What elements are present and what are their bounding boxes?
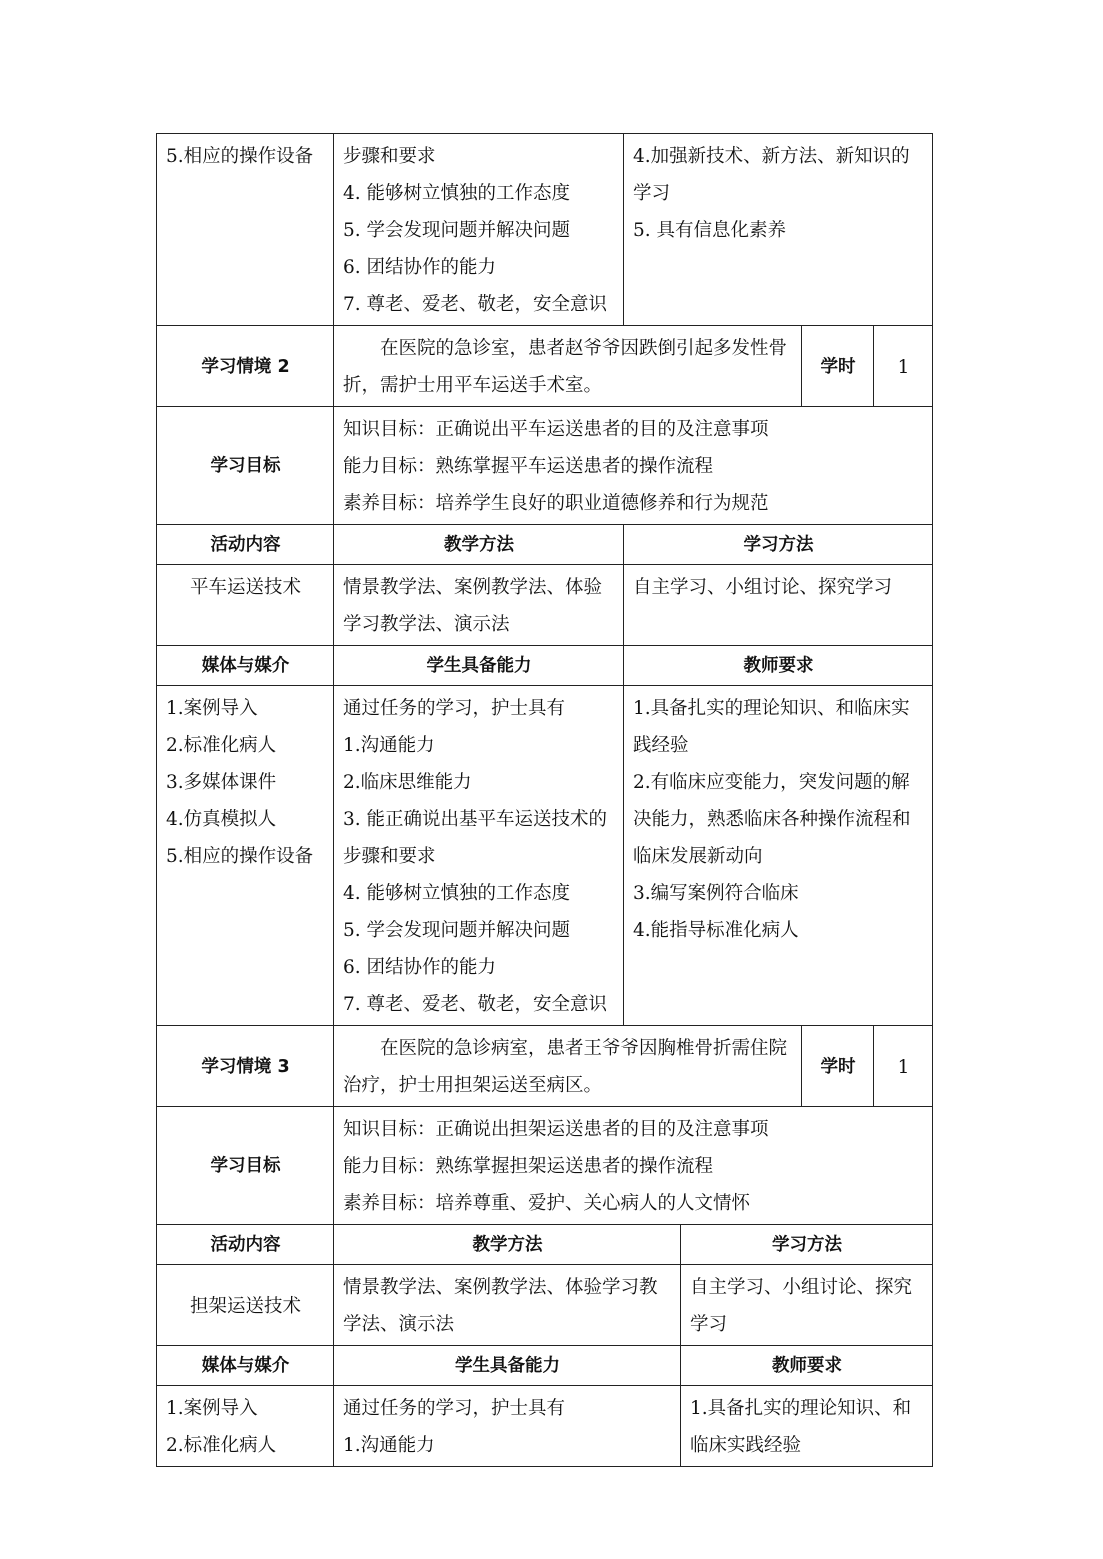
teacher-req-item: 1.具备扎实的理论知识、和临床实践经验: [690, 1398, 912, 1456]
methods-header-row: [157, 1225, 933, 1265]
col-teaching: 教学方法: [334, 525, 624, 565]
col-ability: 学生具备能力: [334, 1346, 681, 1386]
col-media: 媒体与媒介: [157, 1346, 334, 1386]
media-item: 3.多媒体课件: [166, 772, 277, 793]
ability-item: 通过任务的学习，护士具有: [343, 698, 566, 719]
objectives-cell: [334, 1107, 933, 1225]
col-teaching: 教学方法: [334, 1225, 681, 1265]
objective-item: 能力目标：熟练掌握平车运送患者的操作流程: [343, 456, 714, 477]
abilities-cell: [334, 686, 624, 1026]
ability-item: 6. 团结协作的能力: [343, 957, 497, 978]
objectives-label: 学习目标: [157, 407, 334, 525]
ability-item: 4. 能够树立慎独的工作态度: [343, 883, 571, 904]
scenario-text: 在医院的急诊病室，患者王爷爷因胸椎骨折需住院治疗，护士用担架运送至病区。: [334, 1026, 802, 1107]
ability-item: 5. 学会发现问题并解决问题: [343, 920, 571, 941]
methods-row: [157, 1265, 933, 1346]
objective-item: 知识目标：正确说出担架运送患者的目的及注意事项: [343, 1119, 769, 1140]
ability-item: 3. 能正确说出基平车运送技术的步骤和要求: [343, 809, 608, 867]
hours-value: 1: [874, 1026, 933, 1107]
teacher-req-item: 5. 具有信息化素养: [633, 220, 787, 241]
objectives-row: [157, 407, 933, 525]
continuation-row: [157, 134, 933, 326]
media-item: 5.相应的操作设备: [166, 846, 314, 867]
teaching-methods-cell: 情景教学法、案例教学法、体验学习教学法、演示法: [334, 565, 624, 646]
ability-item: 1.沟通能力: [343, 1435, 435, 1456]
col-learning: 学习方法: [681, 1225, 933, 1265]
ability-item: 2.临床思维能力: [343, 772, 472, 793]
scenario-row: [157, 1026, 933, 1107]
ability-item: 6. 团结协作的能力: [343, 257, 497, 278]
objectives-row: [157, 1107, 933, 1225]
ability-item: 1.沟通能力: [343, 735, 435, 756]
media-cell: [157, 1386, 334, 1467]
teaching-methods-cell: 情景教学法、案例教学法、体验学习教学法、演示法: [334, 1265, 681, 1346]
abilities-cell: [334, 134, 624, 326]
methods-header-row: [157, 525, 933, 565]
activity-cell: 平车运送技术: [157, 565, 334, 646]
col-activity: 活动内容: [157, 525, 334, 565]
media-item: 5.相应的操作设备: [166, 146, 314, 167]
scenario-label: 学习情境 2: [157, 326, 334, 407]
col-ability: 学生具备能力: [334, 646, 624, 686]
hours-label: 学时: [802, 1026, 874, 1107]
teacher-req-item: 1.具备扎实的理论知识、和临床实践经验: [633, 698, 910, 756]
col-teacher: 教师要求: [681, 1346, 933, 1386]
abilities-cell: [334, 1386, 681, 1467]
media-item: 2.标准化病人: [166, 735, 277, 756]
learning-methods-cell: 自主学习、小组讨论、探究学习: [624, 565, 933, 646]
media-item: 1.案例导入: [166, 698, 258, 719]
lesson-plan-table: [156, 133, 933, 1467]
ability-item: 5. 学会发现问题并解决问题: [343, 220, 571, 241]
col-learning: 学习方法: [624, 525, 933, 565]
teacher-req-item: 4.加强新技术、新方法、新知识的学习: [633, 146, 910, 204]
ability-item: 通过任务的学习，护士具有: [343, 1398, 566, 1419]
media-cell: [157, 686, 334, 1026]
objective-item: 能力目标：熟练掌握担架运送患者的操作流程: [343, 1156, 714, 1177]
objective-item: 素养目标：培养学生良好的职业道德修养和行为规范: [343, 493, 769, 514]
col-media: 媒体与媒介: [157, 646, 334, 686]
objectives-label: 学习目标: [157, 1107, 334, 1225]
media-cell: [157, 134, 334, 326]
resources-row: [157, 686, 933, 1026]
ability-item: 4. 能够树立慎独的工作态度: [343, 183, 571, 204]
activity-cell: 担架运送技术: [157, 1265, 334, 1346]
objective-item: 素养目标：培养尊重、爱护、关心病人的人文情怀: [343, 1193, 751, 1214]
ability-item: 7. 尊老、爱老、敬老，安全意识: [343, 994, 608, 1015]
teacher-reqs-cell: [624, 134, 933, 326]
teacher-reqs-cell: [681, 1386, 933, 1467]
teacher-reqs-cell: [624, 686, 933, 1026]
learning-methods-cell: 自主学习、小组讨论、探究学习: [681, 1265, 933, 1346]
teacher-req-item: 3.编写案例符合临床: [633, 883, 799, 904]
hours-label: 学时: [802, 326, 874, 407]
objective-item: 知识目标：正确说出平车运送患者的目的及注意事项: [343, 419, 769, 440]
ability-item: 7. 尊老、爱老、敬老，安全意识: [343, 294, 608, 315]
methods-row: [157, 565, 933, 646]
resources-header-row: [157, 646, 933, 686]
objectives-cell: [334, 407, 933, 525]
teacher-req-item: 2.有临床应变能力，突发问题的解决能力，熟悉临床各种操作流程和临床发展新动向: [633, 772, 911, 867]
col-teacher: 教师要求: [624, 646, 933, 686]
scenario-text: 在医院的急诊室，患者赵爷爷因跌倒引起多发性骨折，需护士用平车运送手术室。: [334, 326, 802, 407]
resources-header-row: [157, 1346, 933, 1386]
teacher-req-item: 4.能指导标准化病人: [633, 920, 799, 941]
ability-item: 步骤和要求: [343, 146, 436, 167]
media-item: 1.案例导入: [166, 1398, 258, 1419]
scenario-label: 学习情境 3: [157, 1026, 334, 1107]
col-activity: 活动内容: [157, 1225, 334, 1265]
media-item: 2.标准化病人: [166, 1435, 277, 1456]
resources-row: [157, 1386, 933, 1467]
scenario-row: [157, 326, 933, 407]
hours-value: 1: [874, 326, 933, 407]
media-item: 4.仿真模拟人: [166, 809, 277, 830]
